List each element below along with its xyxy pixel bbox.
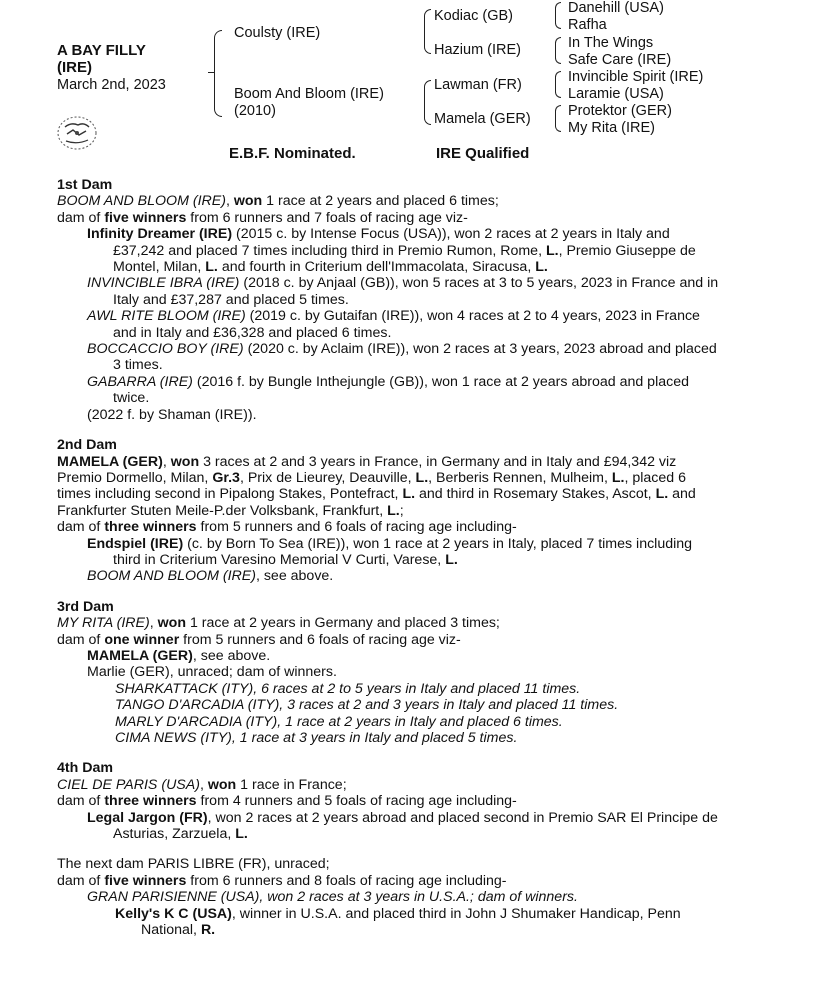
pedigree-brace-g2	[555, 37, 561, 64]
next-dam-section	[57, 856, 721, 938]
horse-name-line1: A BAY FILLY	[57, 42, 146, 59]
pedigree-brace-g3	[555, 71, 561, 98]
dam-record: MY RITA (IRE), won 1 race at 2 years in Germany and placed 3 times;	[57, 615, 500, 632]
produce-entry: BOCCACCIO BOY (IRE) (2020 c. by Aclaim (IRE)), won 2 races at 3 years, 2023 abroad and placed 3 times.	[87, 341, 717, 374]
produce-summary: dam of five winners from 6 runners and 8 foals of racing age including-	[57, 872, 507, 889]
produce-entry: GRAN PARISIENNE (USA), won 2 races at 3 years in U.S.A.; dam of winners.	[87, 889, 578, 906]
ancestor-5: Invincible Spirit (IRE)	[568, 69, 704, 85]
produce-entry: INVINCIBLE IBRA (IRE) (2018 c. by Anjaal (GB)), won 5 races at 3 to 5 years, 2023 in France and in Italy and £37,287 and placed 5 times.	[87, 275, 719, 308]
second-dam-section	[57, 437, 721, 585]
grand-produce-entry: Kelly's K C (USA), winner in U.S.A. and placed third in John J Shumaker Handicap, Penn National, R.	[115, 905, 681, 939]
dam-dam: Mamela (GER)	[434, 111, 531, 127]
produce-entry: Infinity Dreamer (IRE) (2015 c. by Intense Focus (USA)), won 2 races at 2 years in Italy and £37,242 and placed 7 times including third in Premio Rumon, Rome, L., Premio Giuseppe de Montel, Milan, L. and fourth in Criterium dell'Immacolata, Siracusa, L.	[87, 226, 696, 276]
ebf-nominated: E.B.F. Nominated.	[229, 145, 356, 162]
produce-entry: MAMELA (GER), see above.	[87, 647, 271, 664]
ancestor-2: Rafha	[568, 17, 607, 33]
third-dam-section	[57, 599, 721, 747]
produce-entry: Legal Jargon (FR), won 2 races at 2 years abroad and placed second in Premio SAR El Principe de Asturias, Zarzuela, L.	[87, 809, 718, 843]
grand-produce-entry: SHARKATTACK (ITY), 6 races at 2 to 5 years in Italy and placed 11 times.	[115, 680, 581, 697]
horse-name-line2: (IRE)	[57, 59, 92, 76]
section-heading: 2nd Dam	[57, 437, 117, 454]
dam: Boom And Bloom (IRE)	[234, 86, 384, 102]
next-dam-record: The next dam PARIS LIBRE (FR), unraced;	[57, 856, 330, 873]
dam-record: BOOM AND BLOOM (IRE), won 1 race at 2 years and placed 6 times;	[57, 193, 499, 210]
grand-produce-entry: CIMA NEWS (ITY), 1 race at 3 years in Italy and placed 5 times.	[115, 730, 518, 746]
ebf-logo-icon	[56, 114, 98, 152]
pedigree-brace-sire	[424, 9, 431, 54]
ancestor-7: Protektor (GER)	[568, 103, 672, 119]
pedigree-brace-dam	[424, 80, 431, 125]
sire: Coulsty (IRE)	[234, 25, 321, 41]
ancestor-8: My Rita (IRE)	[568, 120, 655, 136]
sire-dam: Hazium (IRE)	[434, 42, 522, 58]
ancestor-3: In The Wings	[568, 35, 654, 51]
dam-record: MAMELA (GER), won 3 races at 2 and 3 years in France, in Germany and in Italy and £94,342 viz Premio Dormello, Milan, Gr.3, Prix de Lieurey, Deauville, L., Berberis Rennen, Mulheim, L., placed 6 times including second in Pipalong Stakes, Pontefract, L. and third in Rosemary Stakes, Ascot, L. and Frankfurter Stuten Meile-P.der Volksbank, Frankfurt, L.;	[57, 453, 696, 519]
section-heading: 3rd Dam	[57, 598, 114, 615]
ancestor-6: Laramie (USA)	[568, 86, 664, 102]
ancestor-1: Danehill (USA)	[568, 0, 664, 16]
pedigree-brace-g4	[555, 105, 561, 132]
foaling-date: March 2nd, 2023	[57, 77, 166, 93]
section-heading: 4th Dam	[57, 760, 113, 777]
produce-entry: (2022 f. by Shaman (IRE)).	[87, 406, 257, 423]
horse-name	[57, 42, 146, 76]
produce-entry: Endspiel (IRE) (c. by Born To Sea (IRE)), won 1 race at 2 years in Italy, placed 7 times including third in Criterium Varesino Memorial V Curti, Varese, L.	[87, 535, 693, 568]
pedigree-brace-tip	[208, 72, 214, 73]
fourth-dam-section	[57, 760, 721, 842]
produce-entry: AWL RITE BLOOM (IRE) (2019 c. by Gutaifan (IRE)), won 4 races at 2 to 4 years, 2023 in France and in Italy and £36,328 and placed 6 times.	[87, 308, 700, 341]
pedigree-brace-main	[214, 30, 222, 117]
grand-produce-entry: TANGO D'ARCADIA (ITY), 3 races at 2 and 3 years in Italy and placed 11 times.	[115, 697, 619, 714]
dam-year: (2010)	[234, 103, 276, 119]
dam-sire: Lawman (FR)	[434, 77, 522, 93]
ancestor-4: Safe Care (IRE)	[568, 52, 672, 68]
sire-sire: Kodiac (GB)	[434, 8, 513, 24]
produce-summary: dam of five winners from 6 runners and 7 foals of racing age viz-	[57, 209, 468, 226]
produce-summary: dam of three winners from 4 runners and 5 foals of racing age including-	[57, 793, 517, 810]
pedigree-brace-g1	[555, 2, 561, 29]
produce-entry: Marlie (GER), unraced; dam of winners.	[87, 664, 337, 681]
produce-summary: dam of three winners from 5 runners and 6 foals of racing age including-	[57, 519, 517, 536]
first-dam-section	[57, 177, 721, 423]
produce-entry: GABARRA (IRE) (2016 f. by Bungle Inthejungle (GB)), won 1 race at 2 years abroad and placed twice.	[87, 373, 689, 407]
produce-summary: dam of one winner from 5 runners and 6 foals of racing age viz-	[57, 631, 461, 648]
dam-record: CIEL DE PARIS (USA), won 1 race in France;	[57, 776, 347, 793]
section-heading: 1st Dam	[57, 177, 113, 193]
ire-qualified: IRE Qualified	[436, 145, 530, 162]
catalogue-body	[57, 177, 721, 938]
grand-produce-entry: MARLY D'ARCADIA (ITY), 1 race at 2 years in Italy and placed 6 times.	[115, 713, 563, 730]
produce-entry: BOOM AND BLOOM (IRE), see above.	[87, 568, 334, 585]
